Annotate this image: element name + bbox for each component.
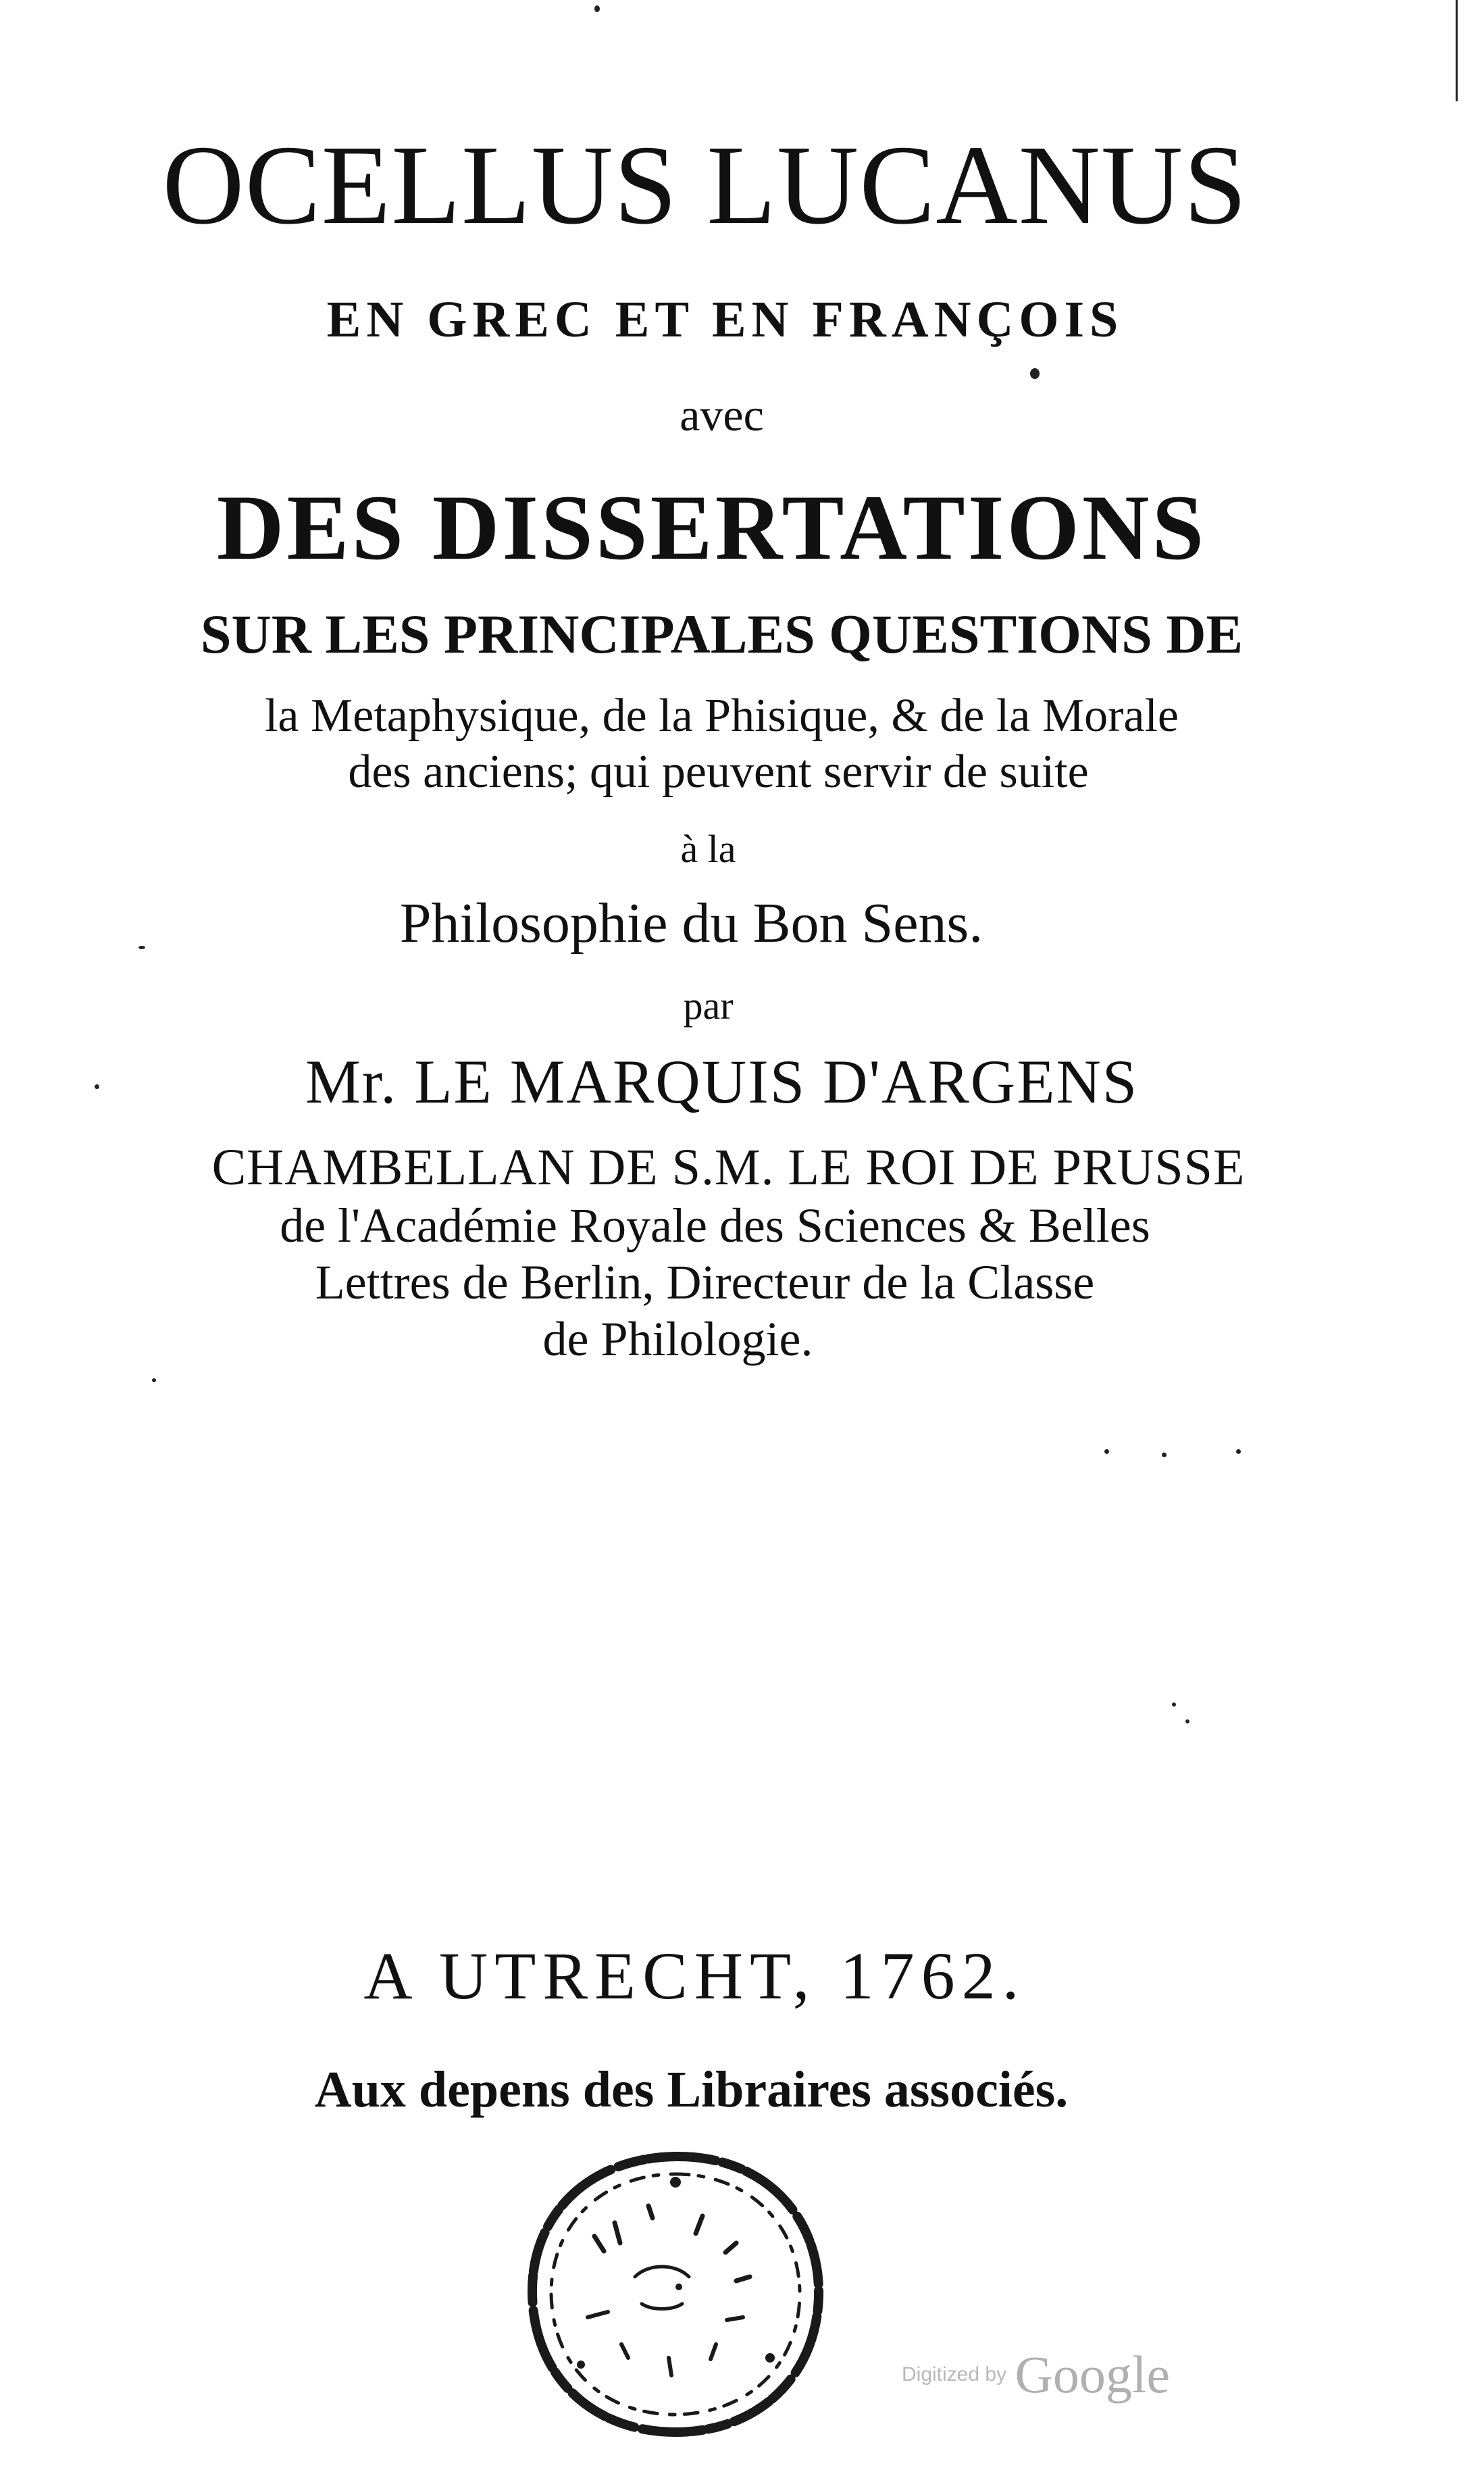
author-name: Mr. LE MARQUIS D'ARGENS bbox=[305, 1047, 1139, 1116]
academie-line-1: de l'Académie Royale des Sciences & Belles bbox=[280, 1199, 1150, 1253]
digitized-watermark bbox=[902, 2344, 1170, 2405]
library-stamp-icon bbox=[513, 2142, 838, 2446]
ink-speck bbox=[152, 1378, 156, 1382]
book-title: OCELLUS LUCANUS bbox=[162, 122, 1248, 248]
ink-speck bbox=[1104, 1449, 1109, 1454]
ink-speck bbox=[594, 5, 600, 12]
ink-speck bbox=[138, 946, 145, 949]
dissertations-heading: DES DISSERTATIONS bbox=[216, 476, 1207, 579]
conjunction-avec: avec bbox=[680, 389, 764, 440]
ink-speck bbox=[1172, 1702, 1176, 1707]
philosophie-line: Philosophie du Bon Sens. bbox=[399, 892, 983, 955]
ink-speck bbox=[1185, 1719, 1189, 1723]
ink-speck bbox=[1162, 1453, 1167, 1457]
par-line: par bbox=[683, 984, 734, 1028]
author-title: CHAMBELLAN DE S.M. LE ROI DE PRUSSE bbox=[211, 1139, 1246, 1196]
ink-speck bbox=[95, 1084, 99, 1089]
language-subtitle: EN GREC ET EN FRANÇOIS bbox=[326, 291, 1124, 348]
imprint-place-date: A UTRECHT, 1762. bbox=[363, 1938, 1026, 2013]
academie-line-3: de Philologie. bbox=[542, 1312, 813, 1366]
page-edge-rule bbox=[1456, 0, 1458, 101]
anciens-line: des anciens; qui peuvent servir de suite bbox=[348, 746, 1089, 798]
questions-line: SUR LES PRINCIPALES QUESTIONS DE bbox=[200, 603, 1244, 665]
publisher-line: Aux depens des Libraires associés. bbox=[314, 2061, 1069, 2118]
ink-speck bbox=[1236, 1449, 1241, 1454]
academie-line-2: Lettres de Berlin, Directeur de la Classe bbox=[315, 1255, 1095, 1309]
digitized-prefix: Digitized by bbox=[902, 2363, 1007, 2386]
subjects-line: la Metaphysique, de la Phisique, & de la Morale bbox=[264, 690, 1179, 742]
google-logo: Google bbox=[1015, 2345, 1171, 2404]
a-la-line: à la bbox=[680, 827, 736, 871]
ink-speck bbox=[1030, 368, 1040, 379]
